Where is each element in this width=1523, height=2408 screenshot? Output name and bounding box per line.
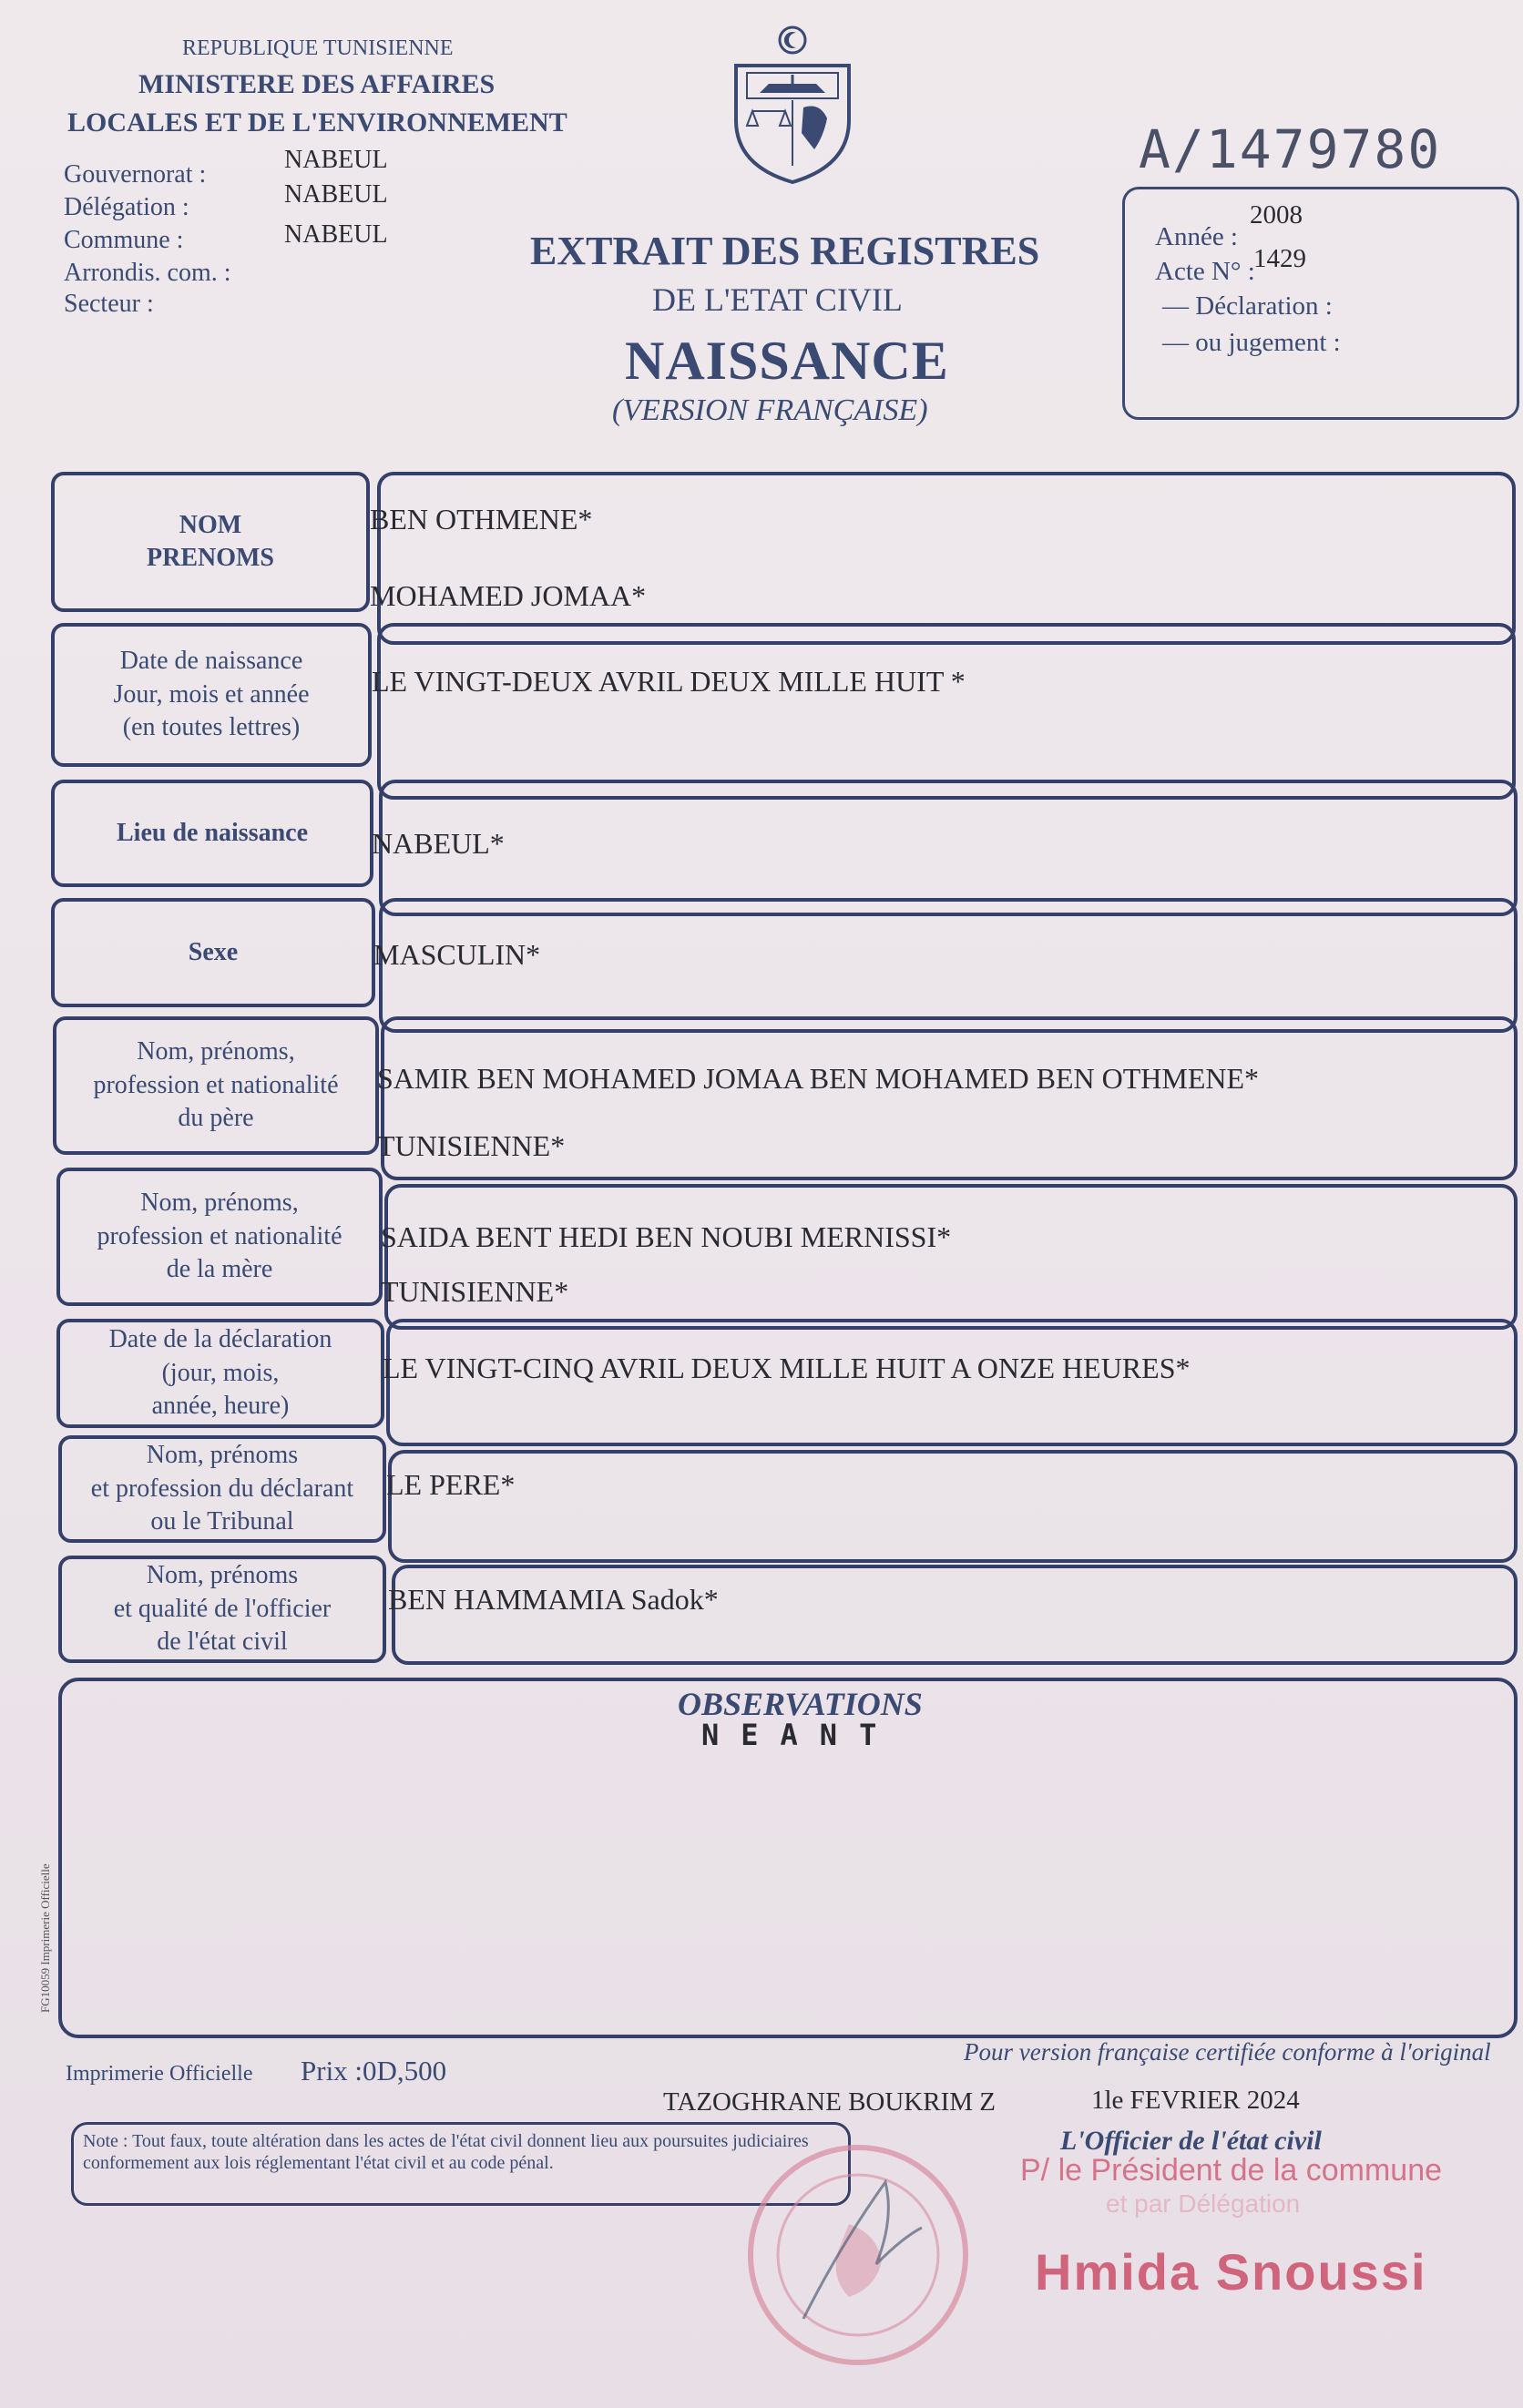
secteur-label: Secteur : [64,290,154,318]
ministry-line1: MINISTERE DES AFFAIRES [138,69,496,99]
row-lieu-value-box [379,780,1518,916]
annee-value: 2008 [1250,200,1303,230]
jugement-label: — ou jugement : [1162,328,1341,357]
pere-value: SAMIR BEN MOHAMED JOMAA BEN MOHAMED BEN OTHMENE* [377,1062,1260,1095]
row-mere-label: Nom, prénoms, profession et nationalité de la mère [56,1168,383,1306]
side-print-code: FG10059 Imprimerie Officielle [38,1863,52,2013]
row-declarant-value-box [388,1450,1518,1563]
observations-value: NEANT [701,1718,899,1752]
mere-nationalite: TUNISIENNE* [381,1275,569,1308]
title-version: (VERSION FRANÇAISE) [612,393,928,427]
annee-label: Année : [1155,222,1238,251]
row-sexe-label: Sexe [51,898,375,1007]
title-extrait: EXTRAIT DES REGISTRES [530,229,1040,273]
declaration-value: LE VINGT-CINQ AVRIL DEUX MILLE HUIT A ONZE HEURES* [383,1352,1191,1384]
title-etat-civil: DE L'ETAT CIVIL [652,281,903,318]
row-officier-label: Nom, prénoms et qualité de l'officier de l'état civil [58,1556,386,1663]
row-date-naissance-label: Date de naissance Jour, mois et année (en toutes lettres) [51,623,372,767]
commune-value: NABEUL [284,220,388,249]
officer-title: L'Officier de l'état civil [1060,2126,1322,2156]
legal-note: Note : Tout faux, toute altération dans les actes de l'état civil donnent lieu aux poursuites judiciaires conformement aux lois réglementant l'état civil et au code pénal. [71,2122,851,2206]
declaration-label: — Déclaration : [1162,291,1333,321]
row-declaration-label: Date de la déclaration (jour, mois, année, heure) [56,1319,384,1428]
row-nom-label: NOM PRENOMS [51,472,370,612]
delegation-value: NABEUL [284,180,388,209]
certified-label: Pour version française certifiée conforme à l'original [964,2038,1491,2066]
delegation-label: Délégation : [64,193,189,221]
round-stamp-icon [740,2137,976,2373]
stamp-name: Hmida Snoussi [1035,2243,1427,2301]
row-date-naissance-value-box [377,623,1516,800]
imprimerie-label: Imprimerie Officielle [66,2062,253,2086]
row-pere-label: Nom, prénoms, profession et nationalité du père [53,1016,379,1155]
declarant-value: LE PERE* [386,1468,516,1501]
row-sexe-value-box [379,898,1518,1033]
gouvernorat-label: Gouvernorat : [64,160,207,189]
acte-label: Acte N° : [1155,257,1255,286]
lieu-naissance-value: NABEUL* [372,827,505,860]
officier-value: BEN HAMMAMIA Sadok* [388,1583,719,1616]
gouvernorat-value: NABEUL [284,146,388,174]
prix-label: Prix :0D,500 [301,2055,447,2087]
row-declarant-label: Nom, prénoms et profession du déclarant ou le Tribunal [58,1435,386,1543]
issue-date: 1le FEVRIER 2024 [1091,2086,1300,2115]
observations-title: OBSERVATIONS [678,1686,923,1722]
serial-number: A/1479780 [1139,118,1442,180]
row-nom-value-box [377,472,1516,645]
issue-place: TAZOGHRANE BOUKRIM Z [663,2087,996,2117]
acte-value: 1429 [1253,244,1306,273]
stamp-president-line: P/ le Président de la commune [1020,2153,1443,2188]
ministry-line2: LOCALES ET DE L'ENVIRONNEMENT [67,107,567,138]
title-naissance: NAISSANCE [625,331,949,391]
mere-value: SAIDA BENT HEDI BEN NOUBI MERNISSI* [381,1220,952,1253]
arrondissement-label: Arrondis. com. : [64,259,231,287]
prenoms-value: MOHAMED JOMAA* [370,579,647,612]
pere-nationalite: TUNISIENNE* [377,1129,566,1162]
coat-of-arms-icon [720,20,865,184]
sexe-value: MASCULIN* [373,938,541,971]
date-naissance-value: LE VINGT-DEUX AVRIL DEUX MILLE HUIT * [372,665,966,698]
commune-label: Commune : [64,226,184,254]
stamp-delegation-line: et par Délégation [1106,2189,1301,2218]
republic-label: REPUBLIQUE TUNISIENNE [182,36,454,60]
row-lieu-label: Lieu de naissance [51,780,373,887]
nom-value: BEN OTHMENE* [370,503,593,536]
